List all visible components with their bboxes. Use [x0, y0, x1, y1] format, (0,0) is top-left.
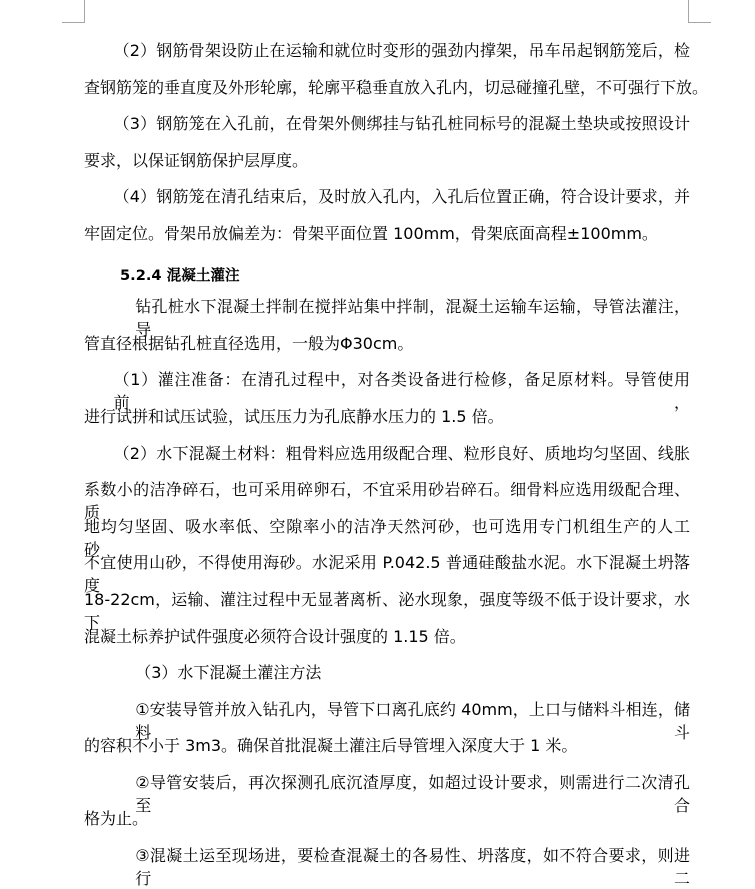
text-line: ②导管安装后，再次探测孔底沉渣厚度，如超过设计要求，则需进行二次清孔至合 [135, 772, 690, 815]
text-line: 进行试拼和试压试验，试压压力为孔底静水压力的 1.5 倍。 [84, 406, 504, 426]
text-line: （3）水下混凝土灌注方法 [135, 663, 322, 683]
text-line: 混凝土标养护试件强度必须符合设计强度的 1.15 倍。 [84, 626, 466, 646]
text-line: 要求，以保证钢筋保护层厚度。 [84, 150, 309, 170]
top-right-crop-mark [688, 0, 711, 23]
text-line: 管直径根据钻孔桩直径选用，一般为Φ30cm。 [84, 333, 414, 353]
text-line: 查钢筋笼的垂直度及外形轮廓，轮廓平稳垂直放入孔内，切忌碰撞孔壁，不可强行下放。 [84, 77, 709, 97]
text-line: 不宜使用山砂，不得使用海砂。水泥采用 P.042.5 普通硅酸盐水泥。水下混凝土坍落度 [84, 553, 690, 596]
text-line: 18-22cm，运输、灌注过程中无显著离析、泌水现象，强度等级不低于设计要求，水下 [84, 589, 690, 632]
paragraph [84, 697, 690, 770]
top-left-crop-mark [62, 0, 85, 23]
paragraph [84, 184, 690, 257]
text-line: （3）钢筋笼在入孔前，在骨架外侧绑挂与钻孔桩同标号的混凝土垫块或按照设计 [113, 114, 690, 134]
text-line: 牢固定位。骨架吊放偏差为：骨架平面位置 100mm，骨架底面高程±100mm。 [84, 223, 658, 243]
paragraph [84, 38, 709, 111]
paragraph [84, 294, 690, 367]
text-line: 格为止。 [84, 809, 149, 829]
text-line: 系数小的洁净碎石，也可采用碎卵石，不宜采用砂岩碎石。细骨料应选用级配合理、质 [84, 480, 690, 523]
text-line: （4）钢筋笼在清孔结束后，及时放入孔内，入孔后位置正确，符合设计要求，并 [113, 187, 690, 207]
paragraph [84, 660, 690, 697]
paragraph [84, 441, 690, 661]
paragraph [84, 843, 690, 889]
paragraph [84, 367, 690, 440]
text-line: ①安装导管并放入钻孔内，导管下口离孔底约 40mm，上口与储料斗相连，储料斗 [135, 699, 690, 742]
text-line: 钻孔桩水下混凝土拌制在搅拌站集中拌制，混凝土运输车运输，导管法灌注，导 [135, 297, 690, 340]
paragraph [84, 770, 690, 843]
text-line: （2）钢筋骨架设防止在运输和就位时变形的强劲内撑架，吊车吊起钢筋笼后，检 [113, 41, 690, 60]
text-line: 的容积不小于 3m3。确保首批混凝土灌注后导管埋入深度大于 1 米。 [84, 736, 578, 756]
paragraph [84, 111, 690, 184]
text-line: （2）水下混凝土材料：粗骨料应选用级配合理、粒形良好、质地均匀坚固、线胀 [113, 443, 690, 463]
text-line: 地均匀坚固、吸水率低、空隙率小的洁净天然河砂，也可选用专门机组生产的人工砂， [84, 516, 690, 559]
section-heading: 5.2.4 混凝土灌注 [120, 266, 240, 284]
text-line: （1）灌注准备：在清孔过程中，对各类设备进行检修，备足原材料。导管使用前， [113, 370, 690, 413]
text-line: ③混凝土运至现场进，要检查混凝土的各易性、坍落度，如不符合要求，则进行二 [135, 846, 690, 889]
document-body [84, 38, 709, 889]
